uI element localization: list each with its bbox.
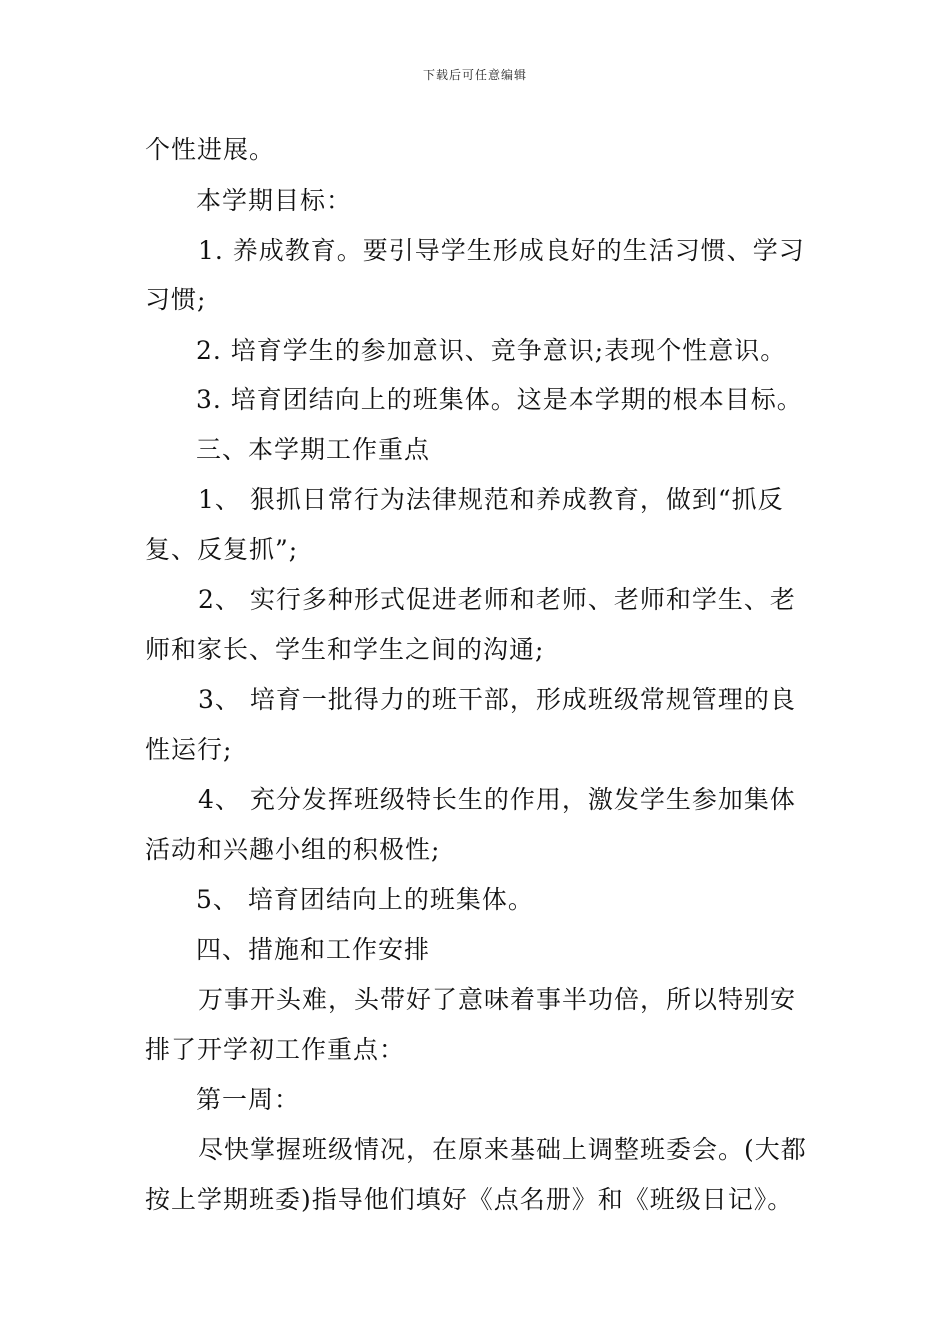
section-four-heading: 四、措施和工作安排 (196, 935, 431, 964)
week-one-line-2: 按上学期班委)指导他们填好《点名册》和《班级日记》。 (145, 1185, 794, 1214)
goal-1-line-1: 1. 养成教育。要引导学生形成良好的生活习惯、学习 (198, 236, 805, 265)
focus-2-line-1: 2、 实行多种形式促进老师和老师、老师和学生、老 (198, 585, 796, 614)
body-line-1: 个性进展。 (145, 135, 276, 164)
intro-line-2: 排了开学初工作重点： (145, 1035, 406, 1064)
focus-5: 5、 培育团结向上的班集体。 (196, 885, 534, 914)
focus-1-line-2: 复、反复抓”; (145, 535, 299, 564)
focus-4-line-1: 4、 充分发挥班级特长生的作用，激发学生参加集体 (198, 785, 796, 814)
goal-1-line-2: 习惯; (145, 285, 207, 314)
intro-line-1: 万事开头难，头带好了意味着事半功倍，所以特别安 (198, 985, 797, 1014)
focus-4-line-2: 活动和兴趣小组的积极性; (145, 835, 441, 864)
goal-3: 3. 培育团结向上的班集体。这是本学期的根本目标。 (196, 385, 803, 414)
focus-3-line-1: 3、 培育一批得力的班干部，形成班级常规管理的良 (198, 685, 796, 714)
section-three-heading: 三、本学期工作重点 (196, 435, 431, 464)
focus-1-line-1: 1、 狠抓日常行为法律规范和养成教育，做到“抓反 (198, 485, 784, 514)
section-goals-heading: 本学期目标： (196, 186, 353, 215)
focus-2-line-2: 师和家长、学生和学生之间的沟通; (145, 635, 545, 664)
page-header: 下载后可任意编辑 (422, 68, 527, 82)
goal-2: 2. 培育学生的参加意识、竞争意识;表现个性意识。 (196, 336, 787, 365)
week-one-line-1: 尽快掌握班级情况，在原来基础上调整班委会。(大都 (198, 1135, 807, 1164)
focus-3-line-2: 性运行; (145, 735, 233, 764)
week-one-heading: 第一周： (196, 1085, 301, 1114)
